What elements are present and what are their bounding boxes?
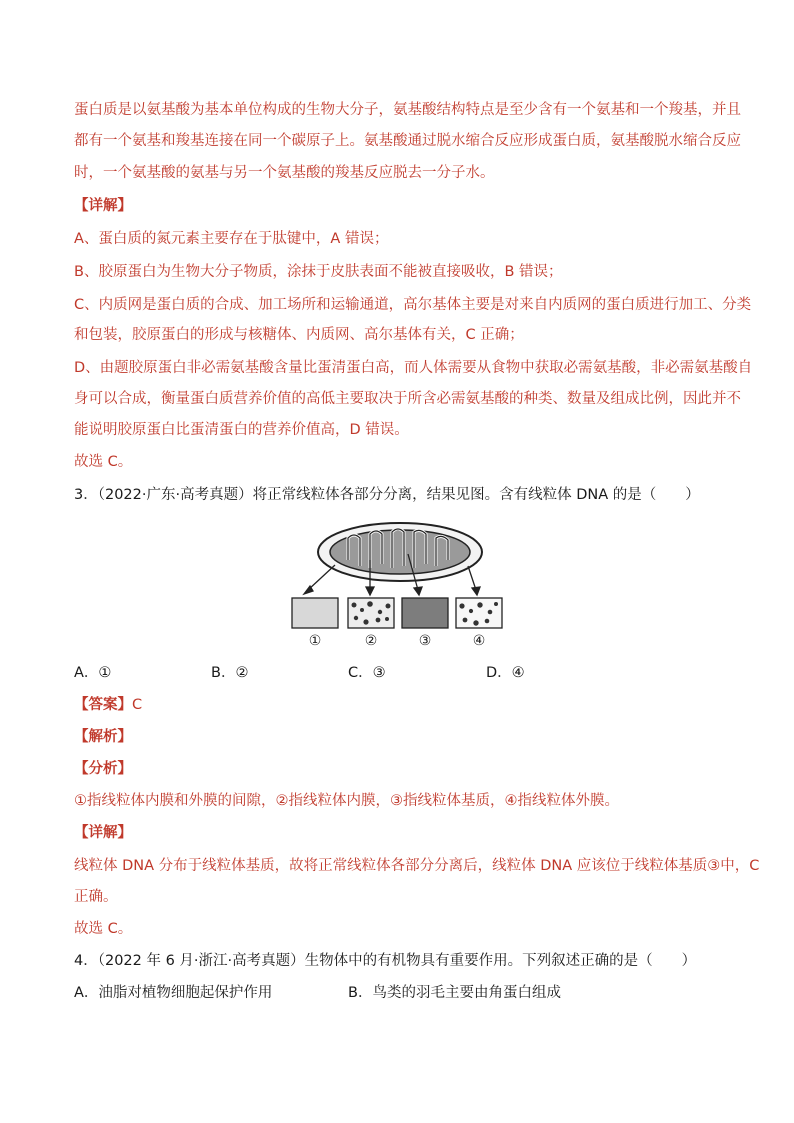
q3-detail-heading: 【详解】 xyxy=(74,825,132,841)
q3-option-d: D．④ xyxy=(486,665,525,681)
intro-line-1: 蛋白质是以氨基酸为基本单位构成的生物大分子，氨基酸结构特点是至少含有一个氨基和一个羧基，并且 xyxy=(74,102,741,118)
q2-detail-c1: C、内质网是蛋白质的合成、加工场所和运输通道，高尔基体主要是对来自内质网的蛋白质进行加工、分类 xyxy=(74,297,752,313)
q2-detail-a: A、蛋白质的氮元素主要存在于肽键中，A 错误； xyxy=(74,231,389,247)
q2-detail-d2: 身可以合成，衡量蛋白质营养价值的高低主要取决于所含必需氨基酸的种类、数量及组成比例，因此并不 xyxy=(74,391,741,407)
figure-label-2: ② xyxy=(364,633,378,649)
q2-choice: 故选 C。 xyxy=(74,454,133,470)
q3-option-a: A．① xyxy=(74,665,112,681)
q3-answer xyxy=(74,695,142,715)
q3-detail-1: 线粒体 DNA 分布于线粒体基质，故将正常线粒体各部分分离后，线粒体 DNA 应该位于线粒体基质③中，C xyxy=(74,858,760,874)
q4-options xyxy=(74,983,714,1003)
q4-option-a: A．油脂对植物细胞起保护作用 xyxy=(74,985,273,1001)
figure-label-1: ① xyxy=(308,633,322,649)
mitochondrion-diagram xyxy=(318,523,482,581)
q3-answer-heading: 【答案】 xyxy=(74,697,132,713)
intro-line-3: 时，一个氨基酸的氨基与另一个氨基酸的羧基反应脱去一分子水。 xyxy=(74,165,495,181)
q3-answer-value: C xyxy=(132,697,143,713)
q4-option-b: B．鸟类的羽毛主要由角蛋白组成 xyxy=(348,985,561,1001)
q3-fenxi-heading: 【分析】 xyxy=(74,761,132,777)
figure-label-4: ④ xyxy=(472,633,486,649)
test-tubes xyxy=(292,598,502,628)
q3-question: 3．（2022·广东·高考真题）将正常线粒体各部分分离，结果见图。含有线粒体 DNA 的是（ ） xyxy=(74,487,700,503)
intro-line-2: 都有一个氨基和羧基连接在同一个碳原子上。氨基酸通过脱水缩合反应形成蛋白质，氨基酸脱水缩合反应 xyxy=(74,133,741,149)
figure-label-3: ③ xyxy=(418,633,432,649)
q3-options xyxy=(74,663,714,683)
mitochondria-figure xyxy=(290,520,510,650)
q2-detail-heading: 【详解】 xyxy=(74,198,132,214)
q3-option-c: C．③ xyxy=(348,665,386,681)
q2-detail-d1: D、由题胶原蛋白非必需氨基酸含量比蛋清蛋白高，而人体需要从食物中获取必需氨基酸，非必需氨基酸自 xyxy=(74,360,753,376)
q3-option-b: B．② xyxy=(211,665,249,681)
q3-detail-2: 正确。 xyxy=(74,889,118,905)
q2-detail-c2: 和包装，胶原蛋白的形成与核糖体、内质网、高尔基体有关，C 正确； xyxy=(74,327,524,343)
q3-choice: 故选 C。 xyxy=(74,921,133,937)
q2-detail-b: B、胶原蛋白为生物大分子物质，涂抹于皮肤表面不能被直接吸收，B 错误； xyxy=(74,264,563,280)
q3-analysis-heading: 【解析】 xyxy=(74,729,132,745)
q4-question: 4．（2022 年 6 月·浙江·高考真题）生物体中的有机物具有重要作用。下列叙述正确的是（ ） xyxy=(74,953,697,969)
q2-detail-d3: 能说明胶原蛋白比蛋清蛋白的营养价值高，D 错误。 xyxy=(74,422,409,438)
q3-fenxi: ①指线粒体内膜和外膜的间隙，②指线粒体内膜，③指线粒体基质，④指线粒体外膜。 xyxy=(74,793,619,809)
